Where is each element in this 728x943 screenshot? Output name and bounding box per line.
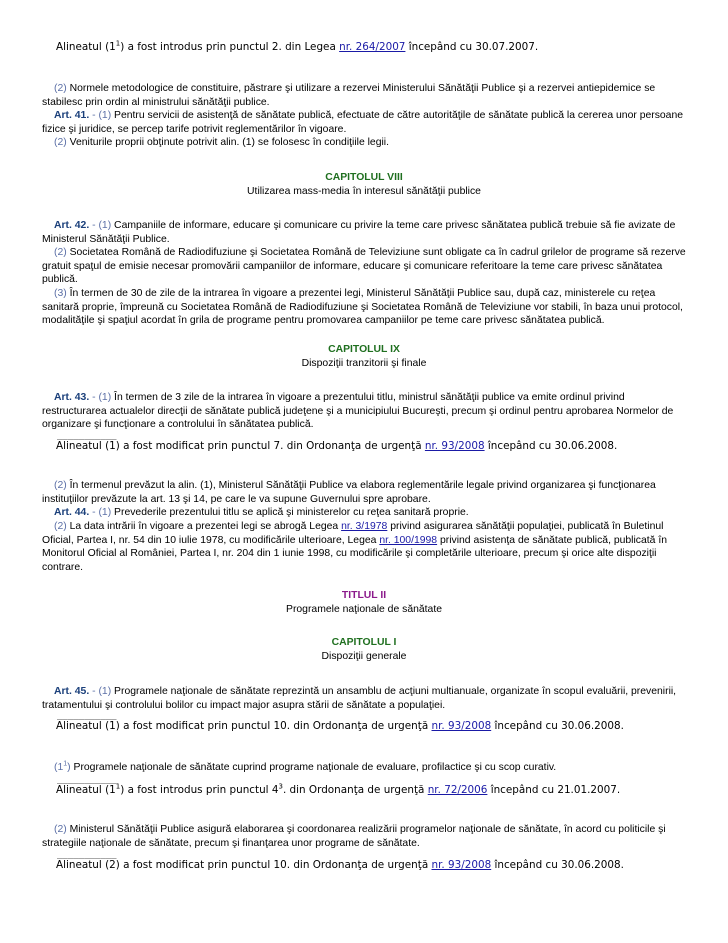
paragraph-text: privind asistenţa de sănătate publică, publicată în Monitorul Oficial al României, Partea I, nr. 204 din 1 iunie 1998, cu modificările şi completările ulterioare, precum şi orice alte dispoziţii contrare.: [42, 534, 667, 573]
paragraph-number: (2): [54, 247, 67, 258]
paragraph-text: Programele naţionale de sănătate cuprind programe naţionale de evaluare, profilactice şi cu scop curativ.: [70, 762, 557, 773]
paragraph-number: [54, 762, 71, 773]
article: [42, 391, 690, 432]
paragraph-text: Campaniile de informare, educare şi comunicare cu privire la teme care privesc sănătatea publică trebuie să fie avizate de Ministerul Sănătăţii Publice.: [42, 220, 676, 245]
law-link[interactable]: nr. 72/2006: [427, 784, 488, 796]
paragraph-text: În termen de 3 zile de la intrarea în vigoare a prezentului titlu, ministrul sănătăţii publice va emite ordinul privind restructurarea actualelor direcţii de sănătate publică judeţene şi a municipiului Bucureşti, precum şi ordinul pentru aprobarea Normelor de organizare şi funcţionare a controlului în sănătatea publică.: [42, 392, 674, 431]
note-separator: ___________: [57, 711, 117, 721]
chapter-subtitle: Utilizarea mass-media în interesul sănătăţii publice: [247, 186, 481, 197]
note-text: începând cu 30.06.2008.: [491, 859, 624, 871]
note-text: începând cu 30.06.2008.: [491, 720, 624, 732]
note-text: . din Ordonanţa de urgenţă: [282, 784, 428, 796]
paragraph-text: privind asigurarea sănătăţii populaţiei, publicată în Buletinul Oficial, Partea I, nr. 54 din 10 iulie 1978, cu modificările ulterioare, Legea: [42, 521, 664, 546]
law-link[interactable]: nr. 100/1998: [379, 534, 438, 546]
note-superscript: 1: [115, 39, 121, 48]
paragraph-number: (2): [54, 824, 67, 835]
article: [42, 685, 690, 712]
chapter-subtitle: Dispoziţii generale: [321, 651, 407, 662]
paragraph-text: Societatea Română de Radiodifuziune şi Societatea Română de Televiziune sunt obligate ca în cadrul grilelor de programe să rezerve gratuit spaţul de emisie necesar promovării campaniilor de informare, educare şi comunicare referitoare la teme care privesc sănătatea publică.: [42, 247, 686, 286]
article: [42, 506, 690, 520]
article: [42, 219, 690, 246]
note-superscript: 3: [278, 782, 283, 791]
paragraph-text: În termenul prevăzut la alin. (1), Ministerul Sănătăţii Publice va elabora reglementările legale privind organizarea şi funcţionarea instituţiilor prevăzute la art. 13 şi 14, pe care le va supune Guvernului spre aprobare.: [42, 480, 656, 505]
article-dash: -: [89, 686, 99, 697]
paragraph-number: (2): [54, 480, 67, 491]
paragraph-number: (1): [98, 507, 112, 518]
chapter-title: CAPITOLUL I: [331, 637, 397, 648]
note-text: Alineatul (1) a fost modificat prin punctul 7. din Ordonanţa de urgenţă: [56, 440, 425, 452]
law-link[interactable]: nr. 264/2007: [339, 41, 406, 53]
article-dash: -: [89, 220, 99, 231]
note-text: Alineatul (1) a fost modificat prin punctul 10. din Ordonanţa de urgenţă: [56, 720, 432, 732]
title-heading: TITLUL II: [341, 590, 387, 601]
chapter-title: CAPITOLUL IX: [328, 344, 400, 355]
paragraph: [42, 823, 690, 850]
amendment-note: [56, 40, 538, 54]
law-link[interactable]: nr. 93/2008: [431, 859, 492, 871]
law-link[interactable]: nr. 93/2008: [424, 440, 485, 452]
amendment-note: [56, 783, 620, 797]
paragraph-number: (2): [54, 521, 67, 532]
article: [42, 109, 690, 136]
number-superscript: 1: [63, 760, 68, 768]
note-separator: ___________: [57, 850, 117, 860]
number-part: (1: [54, 762, 64, 773]
paragraph-number: (1): [98, 220, 112, 231]
note-text: începând cu 30.07.2007.: [405, 41, 539, 53]
article-number: Art. 43.: [54, 392, 90, 403]
note-text: începând cu 21.01.2007.: [487, 784, 621, 796]
article-number: Art. 42.: [54, 220, 90, 231]
article-dash: -: [89, 110, 99, 121]
paragraph-number: (1): [98, 392, 112, 403]
paragraph-number: (2): [54, 137, 67, 148]
paragraph-text: Normele metodologice de constituire, păstrare şi utilizare a rezervei Ministerului Sănătăţii Publice şi a rezervei antiepidemice se stabilesc prin ordin al ministrului sănătăţii publice.: [42, 83, 656, 108]
article-number: Art. 45.: [54, 686, 90, 697]
amendment-note: [56, 858, 624, 872]
paragraph-number: (3): [54, 288, 67, 299]
note-text: Alineatul (1: [56, 784, 116, 796]
paragraph: [42, 136, 690, 150]
note-text: Alineatul (1: [56, 41, 116, 53]
title-subtitle: Programele naţionale de sănătate: [286, 604, 442, 615]
article-dash: -: [89, 392, 99, 403]
paragraph-text: Pentru servicii de asistenţă de sănătate publică, efectuate de către autorităţile de sănătate publică la cererea unor persoane fizice şi juridice, se percep tarife potrivit reglementărilor în vigoare.: [42, 110, 684, 135]
article-number: Art. 44.: [54, 507, 90, 518]
paragraph-number: (1): [98, 686, 112, 697]
paragraph: [42, 287, 690, 328]
note-text: ) a fost introdus prin punctul 4: [120, 784, 279, 796]
note-separator: ___________: [57, 431, 117, 441]
paragraph-text: Ministerul Sănătăţii Publice asigură elaborarea şi coordonarea realizării programelor naţionale de sănătate, în acord cu politicile şi strategiile naţionale de sănătate, precum şi finanţarea unor programe de sănătate.: [42, 824, 666, 849]
paragraph: [42, 246, 690, 287]
paragraph: [42, 82, 690, 109]
paragraph-text: Veniturile proprii obţinute potrivit alin. (1) se folosesc în condiţiile legii.: [66, 137, 389, 148]
amendment-note: [56, 719, 624, 733]
paragraph: [42, 520, 690, 574]
note-text: începând cu 30.06.2008.: [484, 440, 618, 452]
article-dash: -: [89, 507, 99, 518]
paragraph-text: Programele naţionale de sănătate reprezintă un ansamblu de acţiuni multianuale, organizate în scopul evaluării, prevenirii, tratamentului şi controlului bolilor cu impact major asupra stării de sănătate a populaţiei.: [42, 686, 677, 711]
paragraph-text: La data intrării în vigoare a prezentei legi se abrogă Legea: [66, 521, 342, 532]
note-separator: ___________: [57, 775, 117, 785]
note-text: ) a fost introdus prin punctul 2. din Legea: [120, 41, 340, 53]
paragraph-text: Prevederile prezentului titlu se aplică şi ministerelor cu reţea sanitară proprie.: [111, 507, 469, 518]
law-link[interactable]: nr. 93/2008: [431, 720, 492, 732]
number-part: ): [67, 762, 71, 773]
paragraph-text: În termen de 30 de zile de la intrarea în vigoare a prezentei legi, Ministerul Sănătăţii Publice sau, după caz, ministerele cu reţea sanitară proprie, împreună cu Societatea Română de Radiodifuziune şi Societatea Română de Televiziune vor stabili, în baza unui protocol, modalităţile şi spaţiul acordat în grila de programe pentru promovarea campaniilor pe teme care privesc sănătatea publică.: [42, 288, 683, 327]
article-number: Art. 41.: [54, 110, 90, 121]
paragraph-number: (1): [98, 110, 112, 121]
note-superscript: 1: [115, 782, 121, 791]
amendment-note: [56, 439, 617, 453]
paragraph: [42, 479, 690, 506]
paragraph: [42, 761, 690, 775]
chapter-subtitle: Dispoziţii tranzitorii şi finale: [301, 358, 427, 369]
paragraph-number: (2): [54, 83, 67, 94]
law-link[interactable]: nr. 3/1978: [341, 521, 388, 532]
note-text: Alineatul (2) a fost modificat prin punctul 10. din Ordonanţa de urgenţă: [56, 859, 432, 871]
chapter-title: CAPITOLUL VIII: [325, 172, 403, 183]
